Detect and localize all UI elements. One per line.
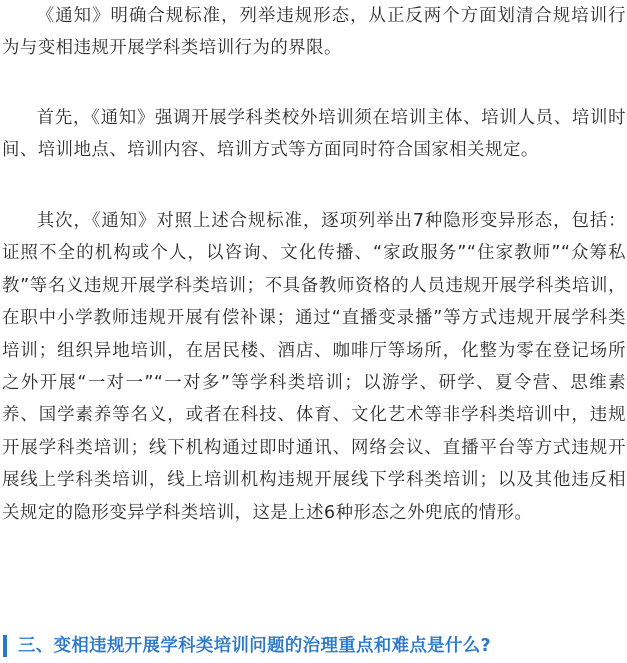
section-heading	[0, 632, 627, 658]
heading-accent-bar	[3, 635, 7, 657]
paragraph-compliance-standards: 《通知》明确合规标准，列举违规形态，从正反两个方面划清合规培训行为与变相违规开展学科类培训行为的界限。	[2, 6, 626, 59]
paragraph-seven-forms: 其次，《通知》对照上述合规标准，逐项列举出7种隐形变异形态，包括：证照不全的机构或个人，以咨询、文化传播、“家政服务”“住家教师”“众筹私教”等名义违规开展学科类培训；不具备教师资格的人员违规开展学科类培训，在职中小学教师违规开展有偿补课；通过“直播变录播”等方式违规开展学科类培训；组织异地培训，在居民楼、酒店、咖啡厅等场所，化整为零在登记场所之外开展“一对一”“一对多”等学科类培训；以游学、研学、夏令营、思维素养、国学素养等名义，或者在科技、体育、文化艺术等非学科类培训中，违规开展学科类培训；线下机构通过即时通讯、网络会议、直播平台等方式违规开展线上学科类培训，线上培训机构违规开展线下学科类培训；以及其他违反相关规定的隐形变异学科类培训，这是上述6种形态之外兜底的情形。	[2, 211, 626, 523]
paragraph-first-requirement: 首先，《通知》强调开展学科类校外培训须在培训主体、培训人员、培训时间、培训地点、培训内容、培训方式等方面同时符合国家相关规定。	[2, 108, 626, 161]
section-heading-text: 三、变相违规开展学科类培训问题的治理重点和难点是什么?	[18, 636, 492, 656]
